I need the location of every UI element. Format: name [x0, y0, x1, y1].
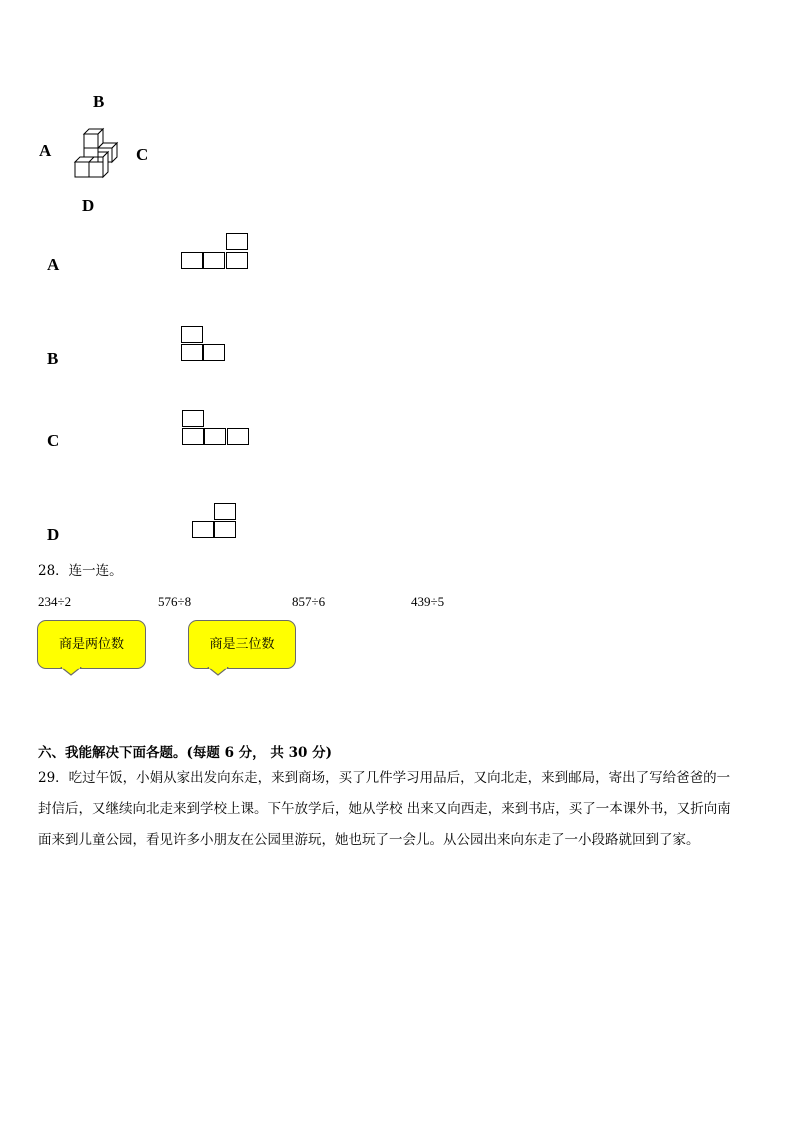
view-square — [204, 428, 226, 445]
view-square — [203, 252, 225, 269]
view-square — [226, 252, 248, 269]
question-28-title: 28．连一连。 — [38, 563, 123, 579]
division-expression: 234÷2 — [38, 594, 72, 609]
option-label-d: D — [47, 525, 60, 544]
view-square — [227, 428, 249, 445]
cube-stack-drawing — [72, 126, 122, 180]
bubble-label: 商是三位数 — [209, 637, 275, 652]
view-square — [192, 521, 214, 538]
division-expression: 576÷8 — [158, 594, 192, 609]
question-29-text — [38, 767, 768, 860]
option-label-c: C — [47, 431, 60, 450]
option-label-b: B — [47, 349, 59, 368]
view-square — [226, 233, 248, 250]
view-square — [181, 344, 203, 361]
view-square — [181, 326, 203, 343]
question-29-line: 面来到儿童公园，看见许多小朋友在公园里游玩，她也玩了一会儿。从公园出来向东走了一小段路就回到了家。 — [38, 832, 700, 848]
view-square — [203, 344, 225, 361]
division-expression: 439÷5 — [411, 594, 445, 609]
direction-label-a: A — [39, 141, 52, 160]
view-square — [182, 428, 204, 445]
option-label-a: A — [47, 255, 60, 274]
bubble-two-digit-quotient[interactable] — [37, 620, 146, 669]
bubble-tail — [207, 667, 229, 677]
direction-label-d: D — [82, 196, 95, 215]
direction-label-b: B — [93, 92, 105, 111]
bubble-three-digit-quotient[interactable] — [188, 620, 296, 669]
bubble-tail — [60, 667, 82, 677]
section-6-title: 六、我能解决下面各题。(每题 6 分， 共 30 分) — [38, 745, 332, 761]
question-29-line: 29．吃过午饭，小娟从家出发向东走，来到商场，买了几件学习用品后，又向北走，来到邮局，寄出了写给爸爸的一 — [38, 770, 731, 786]
direction-label-c: C — [136, 145, 149, 164]
bubble-label: 商是两位数 — [58, 637, 124, 652]
view-square — [214, 521, 236, 538]
view-square — [214, 503, 236, 520]
question-29-line: 封信后，又继续向北走来到学校上课。下午放学后，她从学校 出来又向西走，来到书店，买了一本课外书，又折向南 — [38, 801, 731, 817]
division-expression: 857÷6 — [292, 594, 326, 609]
view-square — [181, 252, 203, 269]
view-square — [182, 410, 204, 427]
